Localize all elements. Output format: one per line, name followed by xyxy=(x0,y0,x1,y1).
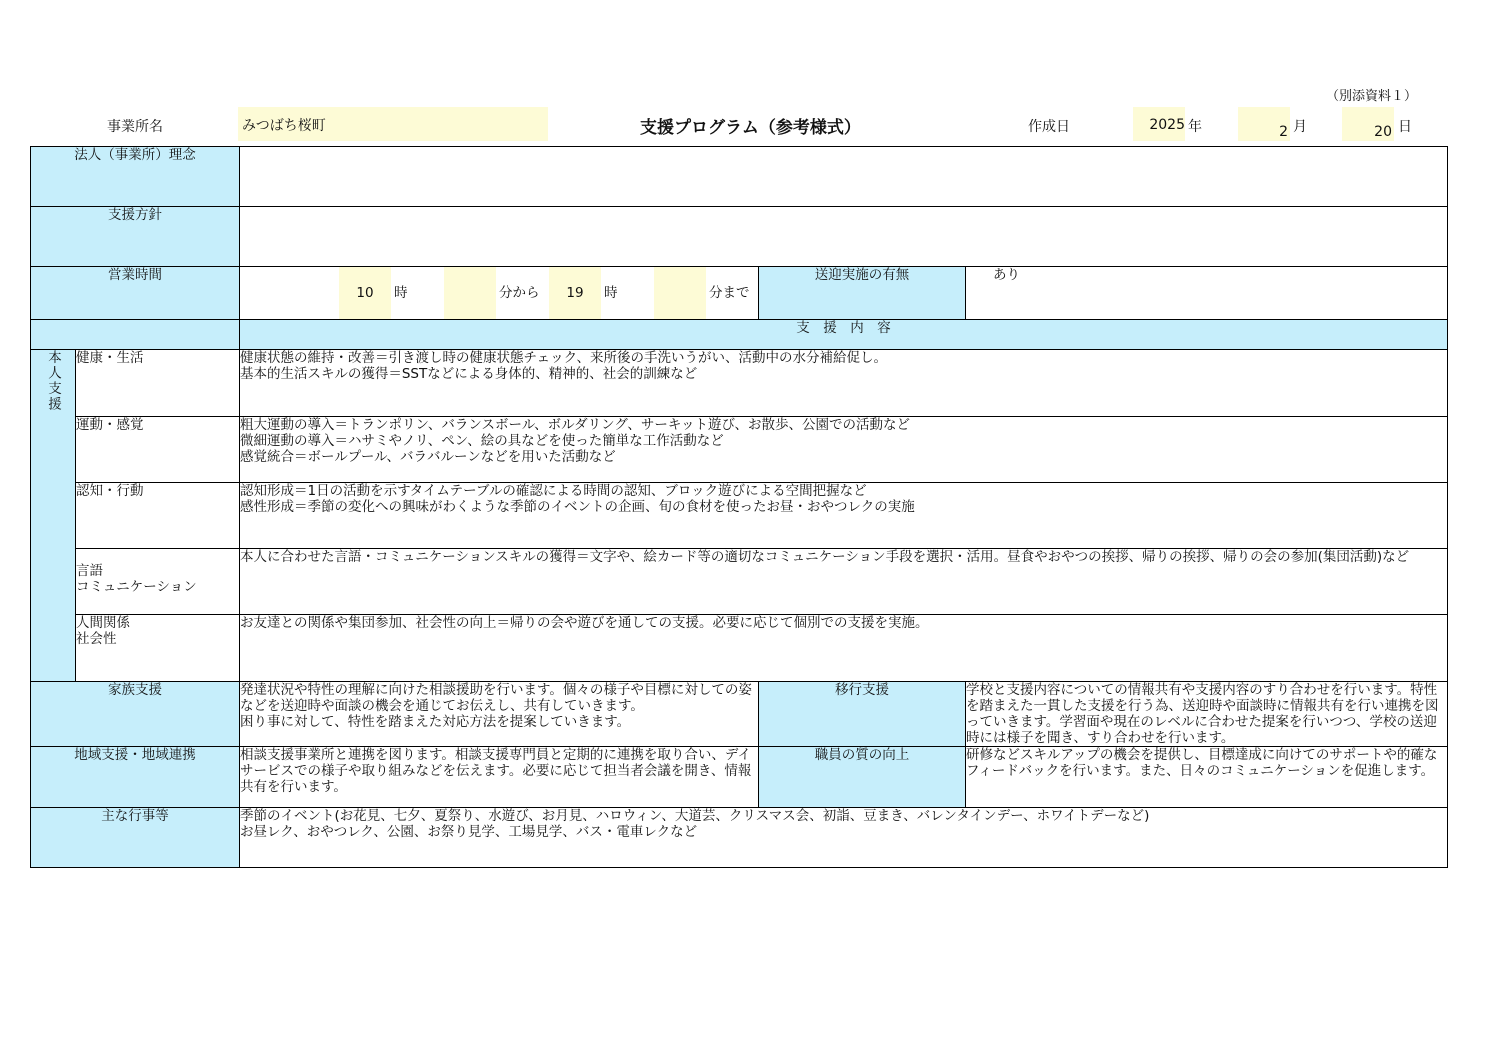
language-communication-text[interactable]: 本人に合わせた言語・コミュニケーションスキルの獲得＝文字や、絵カード等の適切なコミュニケーション手段を選択・活用。昼食やおやつの挨拶、帰りの挨拶、帰りの会の参加(集団活動)など xyxy=(240,549,1448,615)
office-name-value: みつばち桜町 xyxy=(242,118,326,134)
transport-label: 送迎実施の有無 xyxy=(759,267,966,320)
year-value: 2025 xyxy=(1149,117,1185,133)
transport-value[interactable]: あり xyxy=(966,267,1448,320)
language-communication-label: 言語 コミュニケーション xyxy=(76,549,240,615)
hours-cell xyxy=(240,267,759,320)
day-field[interactable] xyxy=(1342,107,1394,141)
start-hour-field[interactable] xyxy=(339,267,391,319)
support-header: 支 援 内 容 xyxy=(240,320,1448,350)
office-name-label: 事業所名 xyxy=(107,119,163,135)
relationships-social-label: 人間関係 社会性 xyxy=(76,615,240,682)
health-life-label: 健康・生活 xyxy=(76,350,240,417)
philosophy-label: 法人（事業所）理念 xyxy=(31,147,240,207)
start-minute-field[interactable] xyxy=(444,267,496,319)
cognition-behavior-text[interactable]: 認知形成＝1日の活動を示すタイムテーブルの確認による時間の認知、ブロック遊びによる空間把握など 感性形成＝季節の変化への興味がわくような季節のイベントの企画、旬の食材を使ったお昼・おやつレクの実施 xyxy=(240,483,1448,549)
support-header-row xyxy=(31,320,1448,350)
end-hour-unit: 時 xyxy=(604,285,618,301)
transition-support-label: 移行支援 xyxy=(759,682,966,747)
cognition-behavior-label: 認知・行動 xyxy=(76,483,240,549)
end-hour-field[interactable] xyxy=(549,267,601,319)
philosophy-row xyxy=(31,147,1448,207)
month-value: 2 xyxy=(1279,124,1288,140)
policy-field[interactable] xyxy=(240,207,1448,267)
personal-row-motor xyxy=(31,417,1448,483)
motor-sensory-label: 運動・感覚 xyxy=(76,417,240,483)
community-support-text[interactable]: 相談支援事業所と連携を図ります。相談支援専門員と定期的に連携を取り合い、デイサービスでの様子や取り組みなどを伝えます。必要に応じて担当者会議を開き、情報共有を行います。 xyxy=(240,747,759,808)
personal-row-cognition xyxy=(31,483,1448,549)
relationships-social-text[interactable]: お友達との関係や集団参加、社会性の向上＝帰りの会や遊びを通しての支援。必要に応じて個別での支援を実施。 xyxy=(240,615,1448,682)
personal-row-social xyxy=(31,615,1448,682)
created-date-label: 作成日 xyxy=(1028,119,1070,135)
start-hour-value: 10 xyxy=(356,285,374,301)
hours-label: 営業時間 xyxy=(31,267,240,320)
family-support-label: 家族支援 xyxy=(31,682,240,747)
health-life-text[interactable]: 健康状態の維持・改善＝引き渡し時の健康状態チェック、来所後の手洗いうがい、活動中の水分補給促し。 基本的生活スキルの獲得＝SSTなどによる身体的、精神的、社会的訓練など xyxy=(240,350,1448,417)
until-label: 分まで xyxy=(709,285,750,301)
month-field[interactable] xyxy=(1238,107,1290,141)
month-unit: 月 xyxy=(1293,119,1307,135)
end-minute-field[interactable] xyxy=(654,267,706,319)
day-value: 20 xyxy=(1374,124,1392,140)
office-name-field[interactable] xyxy=(238,107,548,141)
community-support-label: 地域支援・地域連携 xyxy=(31,747,240,808)
events-row xyxy=(31,808,1448,868)
support-header-blank xyxy=(31,320,240,350)
start-hour-unit: 時 xyxy=(394,285,408,301)
year-field[interactable] xyxy=(1133,107,1185,141)
page-title: 支援プログラム（参考様式） xyxy=(640,118,861,138)
end-hour-value: 19 xyxy=(566,285,584,301)
from-label: 分から xyxy=(499,285,540,301)
attachment-note: （別添資料１） xyxy=(1326,89,1418,104)
policy-row xyxy=(31,207,1448,267)
staff-quality-label: 職員の質の向上 xyxy=(759,747,966,808)
family-support-text[interactable]: 発達状況や特性の理解に向けた相談援助を行います。個々の様子や目標に対しての姿などを送迎時や面談の機会を通じてお伝えし、共有していきます。 困り事に対して、特性を踏まえた対応方法を提案していきます。 xyxy=(240,682,759,747)
day-unit: 日 xyxy=(1398,119,1412,135)
main-events-label: 主な行事等 xyxy=(31,808,240,868)
family-transition-row xyxy=(31,682,1448,747)
staff-quality-text[interactable]: 研修などスキルアップの機会を提供し、目標達成に向けてのサポートや的確なフィードバックを行います。また、日々のコミュニケーションを促進します。 xyxy=(966,747,1448,808)
philosophy-field[interactable] xyxy=(240,147,1448,207)
main-events-text[interactable]: 季節のイベント(お花見、七夕、夏祭り、水遊び、お月見、ハロウィン、大道芸、クリスマス会、初詣、豆まき、バレンタインデー、ホワイトデーなど) お昼レク、おやつレク、公園、お祭り見学、工場見学、バス・電車レクなど xyxy=(240,808,1448,868)
hours-row xyxy=(31,267,1448,320)
year-unit: 年 xyxy=(1188,119,1202,135)
policy-label: 支援方針 xyxy=(31,207,240,267)
transition-support-text[interactable]: 学校と支援内容についての情報共有や支援内容のすり合わせを行います。特性を踏まえた一貫した支援を行う為、送迎時や面談時に情報共有を行い連携を図っていきます。学習面や現在のレベルに合わせた提案を行いつつ、学校の送迎時には様子を聞き、すり合わせを行います。 xyxy=(966,682,1448,747)
motor-sensory-text[interactable]: 粗大運動の導入＝トランポリン、バランスボール、ボルダリング、サーキット遊び、お散歩、公園での活動など 微細運動の導入＝ハサミやノリ、ペン、絵の具などを使った簡単な工作活動など 感覚統合＝ボールプール、バラバルーンなどを用いた活動など xyxy=(240,417,1448,483)
community-staff-row xyxy=(31,747,1448,808)
personal-row-language xyxy=(31,549,1448,615)
personal-group-label: 本人支援 xyxy=(31,350,76,682)
personal-row-health xyxy=(31,350,1448,417)
support-program-table xyxy=(30,146,1448,868)
